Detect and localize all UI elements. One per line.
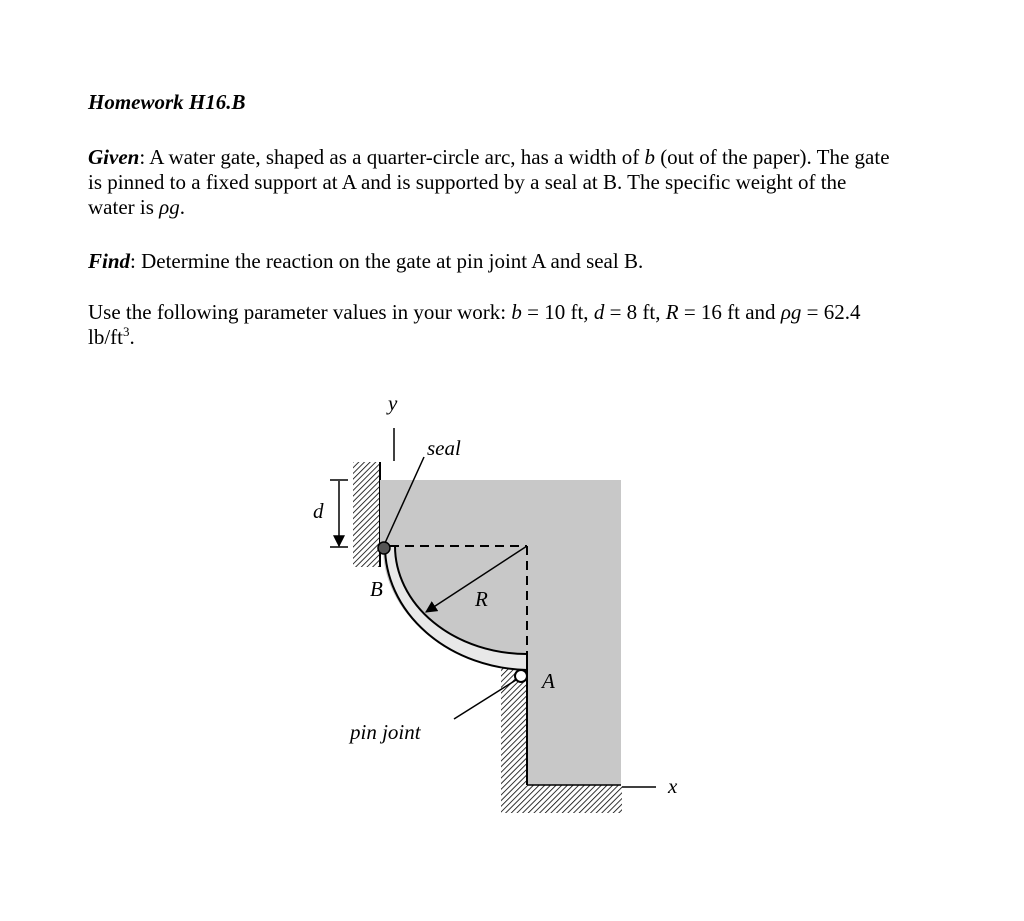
pin-A-marker [515,670,527,682]
param-b-symbol: b [511,300,522,324]
seal-B-marker [378,542,390,554]
y-axis-label: y [388,391,398,415]
given-b-symbol: b [644,145,655,169]
page-title: Homework H16.B [88,90,246,114]
params-text-end: . [129,325,135,349]
param-R-value: = 16 ft and [678,300,781,324]
param-exponent: 3 [123,324,130,339]
param-b-value: = 10 ft, [521,300,594,324]
d-label: d [313,499,324,523]
given-label: Given [88,145,140,169]
pin-joint-label: pin joint [350,720,421,744]
A-label: A [542,669,555,693]
upper-wall-hatch [353,462,380,567]
floor-hatch [501,785,622,813]
param-d-value: = 8 ft, [604,300,666,324]
given-rho-g: ρg [159,195,180,219]
param-R-symbol: R [665,300,679,324]
R-label: R [475,587,488,611]
param-rho-g-symbol: ρg [780,300,802,324]
find-text: : Determine the reaction on the gate at pin joint A and seal B. [130,249,644,273]
seal-label: seal [427,436,461,460]
given-text-part1: : A water gate, shaped as a quarter-circle arc, has a width of [139,145,645,169]
param-d-symbol: d [593,300,605,324]
B-label: B [370,577,383,601]
given-text-end: . [179,195,185,219]
x-axis-label: x [668,774,678,798]
find-label: Find [88,249,131,273]
param-rho-g-value: = 62.4 lb/ft [88,300,861,349]
given-text-part2: (out of the paper). The gate is pinned to a fixed support at A and is supported by a seal at B. The specific weight of the water is [88,145,890,219]
params-intro: Use the following parameter values in your work: [88,300,512,324]
